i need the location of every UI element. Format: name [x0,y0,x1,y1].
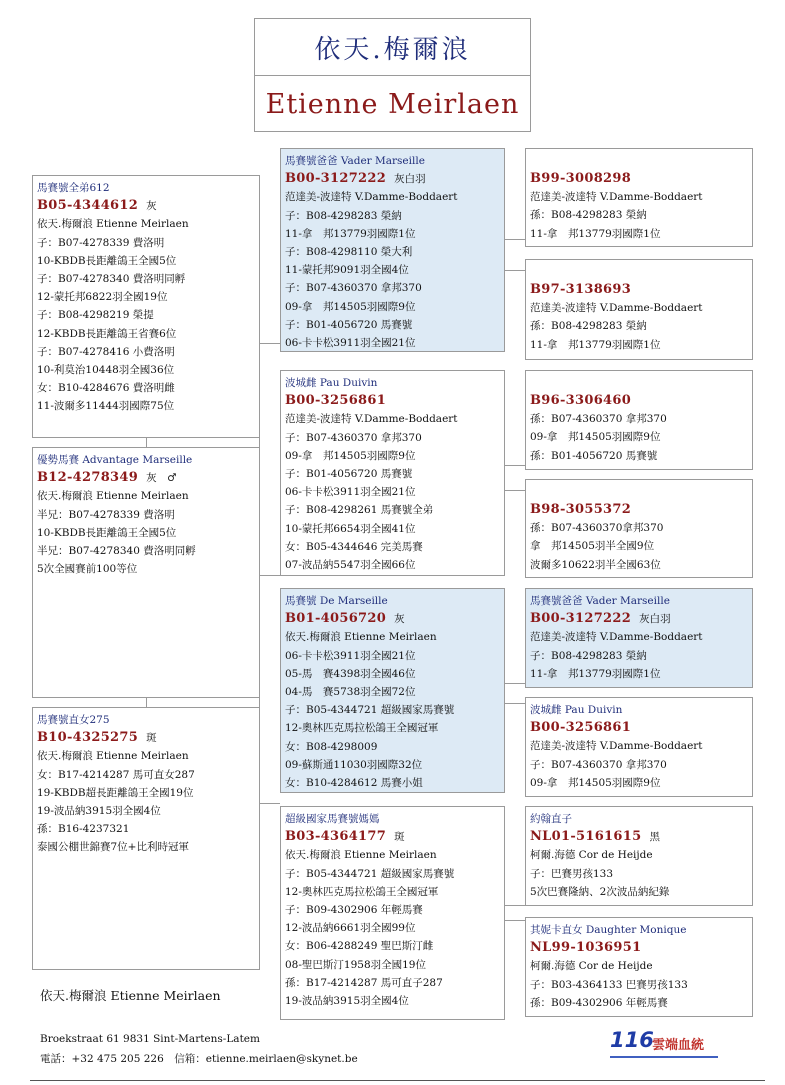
card-line: 12-蒙托邦6822羽全國19位 [37,291,168,304]
card-line: 范達美-波達特 V.Damme-Boddaert [530,302,703,315]
title-box [254,18,531,132]
pigeon-card-gs6 [525,697,753,797]
owner-name: 依天.梅爾浪 Etienne Meirlaen [40,988,221,1003]
card-line: 04-馬 賽5738羽全國72位 [285,686,416,699]
connector [505,465,525,466]
card-line: 柯爾.海德 Cor de Heijde [530,849,653,862]
title-chinese: 依天.梅爾浪 [314,35,471,65]
ring-number: NL01-5161615 [530,829,642,845]
connector [505,683,525,684]
card-line: 11-拿 邦13779羽國際1位 [530,227,661,240]
connector [505,920,525,921]
card-header: 約翰直子 [530,813,572,825]
card-line: 11-拿 邦13779羽國際1位 [530,667,661,680]
card-line: 子：B07-4278340 費洛明同孵 [37,273,186,286]
logo-underline [610,1056,718,1058]
card-line: 依天.梅爾浪 Etienne Meirlaen [285,631,437,644]
card-line: 孫：B07-4360370 拿邦370 [530,413,667,426]
card-line: 范達美-波達特 V.Damme-Boddaert [530,191,703,204]
ring-number: NL99-1036951 [530,940,642,956]
card-line: 12-KBDB長距離鴿王省賽6位 [37,327,177,340]
footer-contact: 電話：+32 475 205 226 信箱：etienne.meirlaen@skynet.be [40,1053,358,1065]
card-line: 09-拿 邦14505羽國際9位 [285,300,416,313]
title-english: Etienne Meirlaen [265,89,520,120]
card-line: 5次巴賽隆納、2次波品納紀錄 [530,885,670,898]
brand-logo[interactable] [610,1030,730,1056]
card-line: 孫：B16-4237321 [37,823,130,836]
card-line: 11-波爾多11444羽國際75位 [37,400,175,413]
card-line: 范達美-波達特 V.Damme-Boddaert [530,740,703,753]
ring-number: B05-4344612 [37,198,139,214]
footer-address: Broekstraat 61 9831 Sint-Martens-Latem [40,1033,260,1045]
pigeon-card-gs7 [525,806,753,906]
title-divider [255,75,530,76]
card-line: 子：B09-4302906 年輕馬賽 [285,904,423,917]
card-line: 10-KBDB長距離鴿王全國5位 [37,526,177,539]
card-line: 09-拿 邦14505羽國際9位 [285,449,416,462]
card-line: 19-KBDB超長距離鴿王全國19位 [37,786,194,799]
card-line: 女：B08-4298009 [285,740,378,753]
pigeon-card-dam [280,370,505,576]
pigeon-card-gs2 [525,259,753,360]
card-header: 優勢馬賽 Advantage Marseille [37,454,193,466]
card-line: 子：B01-4056720 馬賽號 [285,318,413,331]
pigeon-card-supermom [280,806,505,1020]
card-header: 馬賽號爸爸 Vader Marseille [285,155,425,167]
card-line: 19-波品納3915羽全國4位 [37,805,161,818]
card-line: 女：B05-4344646 完美馬賽 [285,540,423,553]
card-line: 女：B06-4288249 聖巴斯汀雌 [285,940,434,953]
card-line: 依天.梅爾浪 Etienne Meirlaen [285,849,437,862]
ring-number: B12-4278349 [37,470,139,486]
card-line: 11-拿 邦13779羽國際1位 [285,227,416,240]
card-line: 依天.梅爾浪 Etienne Meirlaen [37,750,189,763]
connector [505,239,525,240]
pigeon-card-gs5 [525,588,753,688]
pigeon-card-subject2 [32,447,260,698]
ring-number: B99-3008298 [530,171,632,186]
card-line: 子：B08-4298283 榮納 [530,649,647,662]
ring-number: B97-3138693 [530,282,632,297]
card-line: 19-波品納3915羽全國4位 [285,995,409,1008]
card-line: 子：B07-4278416 小費洛明 [37,345,175,358]
ring-number: B00-3127222 [530,611,632,627]
ring-number: B10-4325275 [37,730,139,746]
logo-text: 雲端血統 [652,1038,705,1053]
card-line: 5次全國賽前100等位 [37,563,138,576]
connector [146,437,147,447]
card-line: 12-奧林匹克馬拉松鴿王全國冠軍 [285,885,439,898]
card-line: 女：B17-4214287 馬可直女287 [37,768,195,781]
card-line: 12-奧林匹克馬拉松鴿王全國冠軍 [285,722,439,735]
connector [505,905,525,906]
card-line: 孫：B17-4214287 馬可直子287 [285,976,443,989]
card-line: 柯爾.海德 Cor de Heijde [530,960,653,973]
card-line: 孫：B08-4298283 榮納 [530,320,647,333]
card-line: 05-馬 賽4398羽全國46位 [285,667,416,680]
card-line: 子：B08-4298110 榮大利 [285,246,413,259]
pigeon-color: 斑 [394,831,405,844]
pigeon-color: 灰 [394,613,405,626]
ring-number: B96-3306460 [530,393,632,408]
card-header: 馬賽號直女275 [37,714,110,726]
card-line: 子：B07-4360370 拿邦370 [530,758,667,771]
ring-number: B00-3256861 [285,393,387,409]
card-line: 子：B08-4298219 榮提 [37,309,154,322]
card-line: 拿 邦14505羽半全國9位 [530,540,655,553]
card-line: 10-利莫治10448羽全國36位 [37,364,175,377]
card-line: 泰國公棚世錦賽7位+比利時冠軍 [37,841,189,854]
card-line: 子：巴賽男孩133 [530,867,614,880]
card-line: 10-KBDB長距離鴿王全國5位 [37,254,177,267]
card-line: 女：B10-4284612 馬賽小姐 [285,777,423,790]
card-line: 07-波品納5547羽全國66位 [285,559,416,572]
pigeon-color: 灰 [146,200,157,213]
card-line: 孫：B09-4302906 年輕馬賽 [530,996,668,1009]
connector [259,343,280,344]
card-line: 孫：B07-4360370拿邦370 [530,522,664,535]
connector [259,803,280,804]
card-header: 馬賽號 De Marseille [285,595,388,607]
pigeon-color: 斑 [146,732,157,745]
ring-number: B00-3256861 [530,720,632,736]
card-line: 子：B05-4344721 超級國家馬賽號 [285,867,455,880]
card-header: 其妮卡直女 Daughter Monique [530,924,687,936]
card-line: 子：B08-4298283 榮納 [285,209,402,222]
card-header: 馬賽號全弟612 [37,182,110,194]
pigeon-card-subject3 [32,707,260,970]
pigeon-color: 灰白羽 [639,613,671,626]
card-line: 06-卡卡松3911羽全國21位 [285,486,416,499]
logo-number: 116 [610,1028,654,1052]
connector [505,490,525,491]
card-line: 半兄：B07-4278340 費洛明同孵 [37,545,196,558]
card-line: 范達美-波達特 V.Damme-Boddaert [530,631,703,644]
card-header: 波城雌 Pau Duivin [285,377,378,389]
pigeon-card-marseille [280,588,505,793]
card-line: 波爾多10622羽半全國63位 [530,558,661,571]
connector [505,270,525,271]
pigeon-card-gs8 [525,917,753,1017]
card-header: 超級國家馬賽號媽媽 [285,813,380,825]
card-line: 11-拿 邦13779羽國際1位 [530,338,661,351]
card-line: 09-拿 邦14505羽國際9位 [530,431,661,444]
card-line: 半兄：B07-4278339 費洛明 [37,508,175,521]
card-header: 波城雌 Pau Duivin [530,704,623,716]
pigeon-card-gs3 [525,370,753,470]
connector [259,575,280,576]
card-line: 子：B07-4360370 拿邦370 [285,431,422,444]
card-line: 子：B07-4360370 拿邦370 [285,282,422,295]
card-line: 孫：B08-4298283 榮納 [530,209,647,222]
bottom-divider [30,1080,765,1081]
card-line: 子：B07-4278339 費洛明 [37,236,165,249]
ring-number: B00-3127222 [285,171,387,187]
card-line: 子：B01-4056720 馬賽號 [285,468,413,481]
ring-number: B01-4056720 [285,611,387,627]
card-line: 子：B03-4364133 巴賽男孩133 [530,978,688,991]
card-line: 范達美-波達特 V.Damme-Boddaert [285,413,458,426]
card-header: 馬賽號爸爸 Vader Marseille [530,595,670,607]
pigeon-card-subject1 [32,175,260,438]
card-line: 子：B05-4344721 超級國家馬賽號 [285,704,455,717]
pigeon-color: 黑 [649,831,660,844]
card-line: 09-蘇斯通11030羽國際32位 [285,758,423,771]
pigeon-card-sire [280,148,505,352]
card-line: 依天.梅爾浪 Etienne Meirlaen [37,490,189,503]
card-line: 06-卡卡松3911羽全國21位 [285,337,416,350]
pigeon-card-gs1 [525,148,753,247]
connector [146,697,147,707]
pigeon-color: 灰 ♂ [146,472,177,485]
card-line: 子：B08-4298261 馬賽號全弟 [285,504,434,517]
pigeon-card-gs4 [525,479,753,578]
card-line: 女：B10-4284676 費洛明雌 [37,382,175,395]
connector [505,703,525,704]
ring-number: B03-4364177 [285,829,387,845]
card-line: 12-波品納6661羽全國99位 [285,922,416,935]
card-line: 09-拿 邦14505羽國際9位 [530,776,661,789]
card-line: 11-蒙托邦9091羽全國4位 [285,264,409,277]
card-line: 依天.梅爾浪 Etienne Meirlaen [37,218,189,231]
card-line: 10-蒙托邦6654羽全國41位 [285,522,416,535]
card-line: 08-聖巴斯汀1958羽全國19位 [285,958,426,971]
ring-number: B98-3055372 [530,502,632,517]
pigeon-color: 灰白羽 [394,173,426,186]
card-line: 孫：B01-4056720 馬賽號 [530,449,658,462]
card-line: 范達美-波達特 V.Damme-Boddaert [285,191,458,204]
card-line: 06-卡卡松3911羽全國21位 [285,649,416,662]
